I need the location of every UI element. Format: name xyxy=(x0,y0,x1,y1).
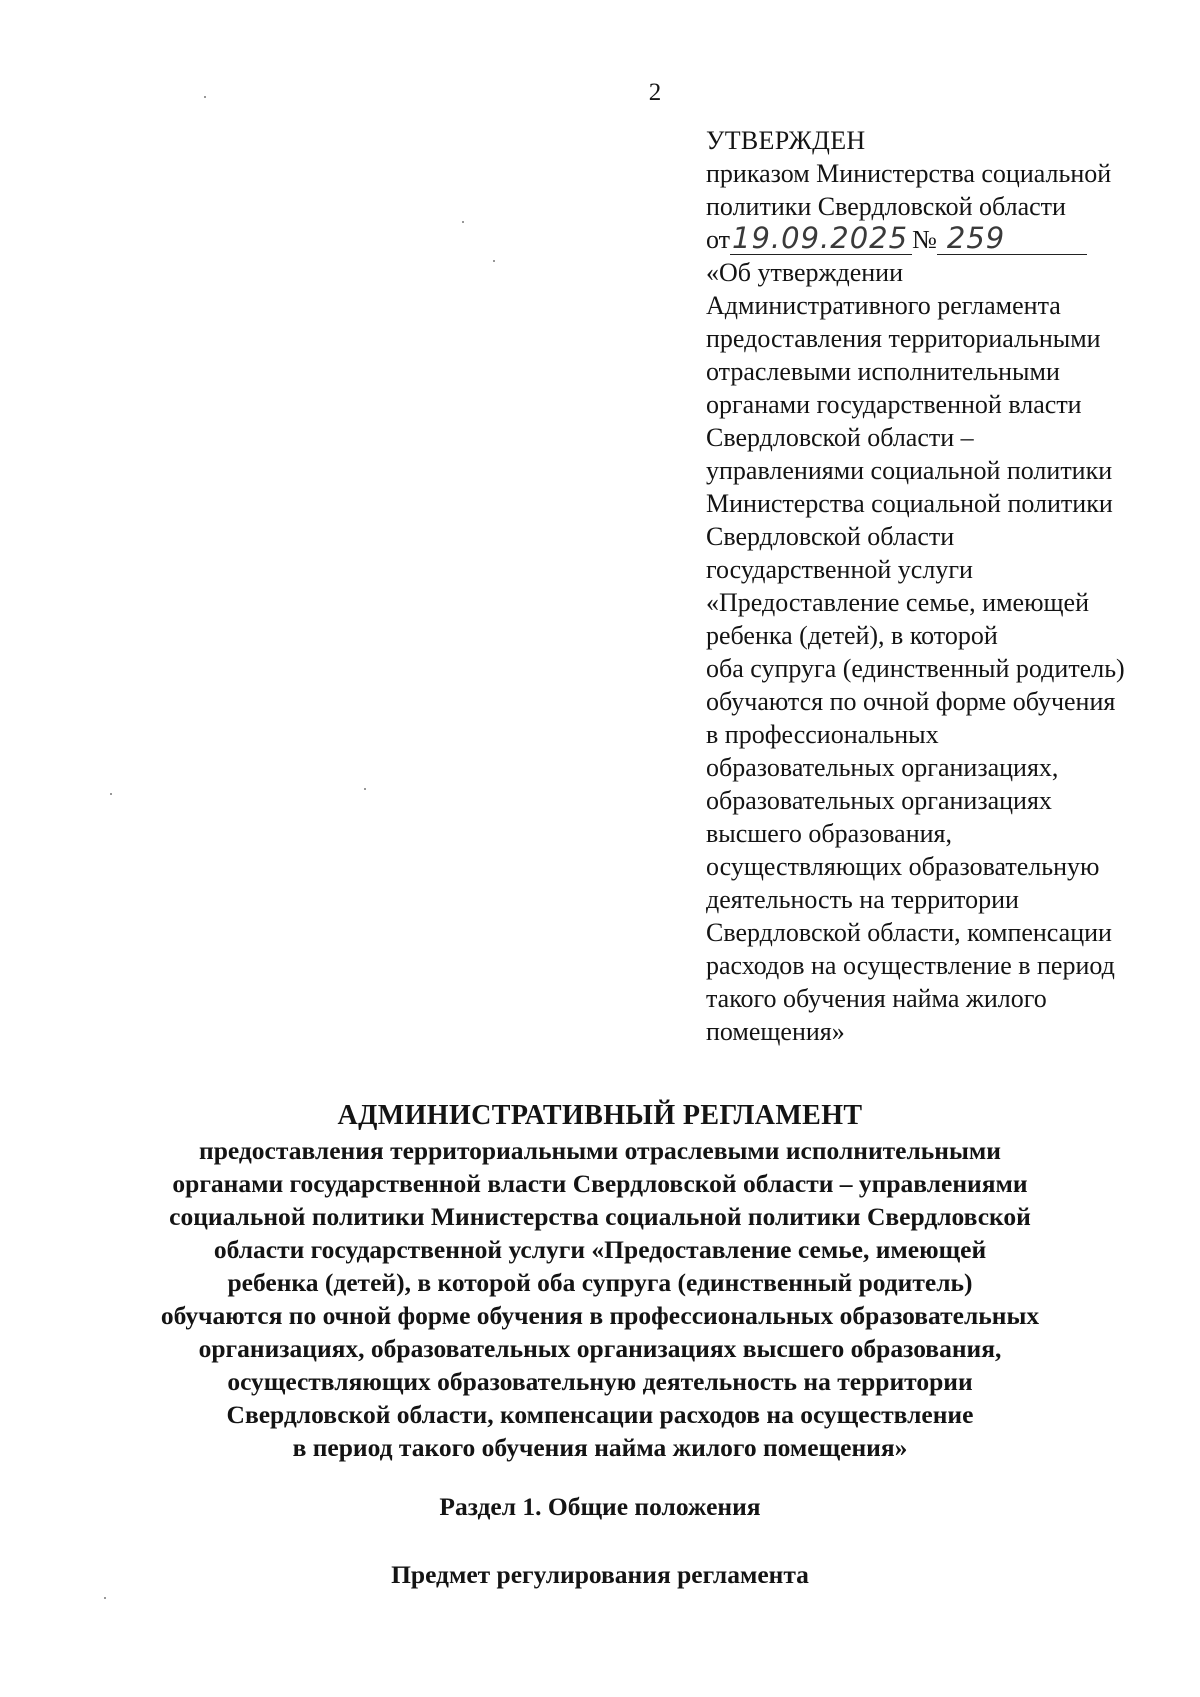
order-name-line: оба супруга (единственный родитель) xyxy=(706,654,1125,683)
order-name-line: ребенка (детей), в которой xyxy=(706,621,998,650)
order-name-line: такого обучения найма жилого xyxy=(706,984,1047,1013)
order-name-line: расходов на осуществление в период xyxy=(706,951,1115,980)
document-title-block xyxy=(100,1098,1100,1464)
approval-line: политики Свердловской области xyxy=(706,192,1066,221)
subtitle-line: осуществляющих образовательную деятельность на территории xyxy=(227,1367,973,1396)
order-name-line: деятельность на территории xyxy=(706,885,1019,914)
scan-speck xyxy=(104,1597,106,1599)
order-name-line: образовательных организациях, xyxy=(706,753,1059,782)
subtitle-line: обучаются по очной форме обучения в профессиональных образовательных xyxy=(160,1301,1040,1330)
scan-speck xyxy=(493,260,495,262)
approval-number-handwritten: 259 xyxy=(937,224,1087,255)
subsection-heading: Предмет регулирования регламента xyxy=(391,1560,809,1589)
subtitle-line: области государственной услуги «Предоставление семье, имеющей xyxy=(213,1235,987,1264)
order-name-line: управлениями социальной политики xyxy=(706,456,1113,485)
subtitle-line: Свердловской области, компенсации расходов на осуществление xyxy=(226,1400,974,1429)
order-name-line: Административного регламента xyxy=(706,291,1061,320)
order-name-line: обучаются по очной форме обучения xyxy=(706,687,1116,716)
subtitle-line: организациях, образовательных организациях высшего образования, xyxy=(198,1334,1002,1363)
subtitle-line: в период такого обучения найма жилого помещения» xyxy=(292,1433,908,1462)
order-name-line: Свердловской области, компенсации xyxy=(706,918,1112,947)
approval-block xyxy=(706,124,1176,1048)
number-sign: № xyxy=(912,225,937,254)
page-number: 2 xyxy=(648,79,662,106)
approval-line: приказом Министерства социальной xyxy=(706,159,1112,188)
approval-date-line xyxy=(706,223,1176,256)
order-name-line: Свердловской области – xyxy=(706,423,974,452)
document-title: АДМИНИСТРАТИВНЫЙ РЕГЛАМЕНТ xyxy=(337,1100,863,1131)
order-name-line: высшего образования, xyxy=(706,819,953,848)
order-name-line: помещения» xyxy=(706,1017,845,1046)
subtitle-line: органами государственной власти Свердловской области – управлениями xyxy=(172,1169,1028,1198)
approval-title: УТВЕРЖДЕН xyxy=(706,126,866,155)
order-name-line: осуществляющих образовательную xyxy=(706,852,1100,881)
subtitle-line: ребенка (детей), в которой оба супруга (единственный родитель) xyxy=(227,1268,973,1297)
order-name-line: органами государственной власти xyxy=(706,390,1082,419)
scan-speck xyxy=(204,96,206,98)
scan-speck xyxy=(110,793,112,795)
order-name-line: отраслевыми исполнительными xyxy=(706,357,1060,386)
scan-speck xyxy=(462,221,464,223)
section-heading: Раздел 1. Общие положения xyxy=(439,1492,761,1521)
order-name-line: Министерства социальной политики xyxy=(706,489,1113,518)
order-name-line: образовательных организациях xyxy=(706,786,1052,815)
subtitle-line: социальной политики Министерства социальной политики Свердловской xyxy=(169,1202,1031,1231)
order-name-line: «Об утверждении xyxy=(706,258,904,287)
order-name-line: в профессиональных xyxy=(706,720,939,749)
order-name-line: Свердловской области xyxy=(706,522,955,551)
approval-date-handwritten: 19.09.2025 xyxy=(730,224,912,255)
subtitle-line: предоставления территориальными отраслевыми исполнительными xyxy=(199,1136,1001,1165)
scan-speck xyxy=(364,788,366,790)
date-prefix: от xyxy=(706,225,731,254)
document-subtitle xyxy=(100,1134,1100,1464)
order-name-line: «Предоставление семье, имеющей xyxy=(706,588,1089,617)
order-name-line: государственной услуги xyxy=(706,555,973,584)
order-name-line: предоставления территориальными xyxy=(706,324,1101,353)
